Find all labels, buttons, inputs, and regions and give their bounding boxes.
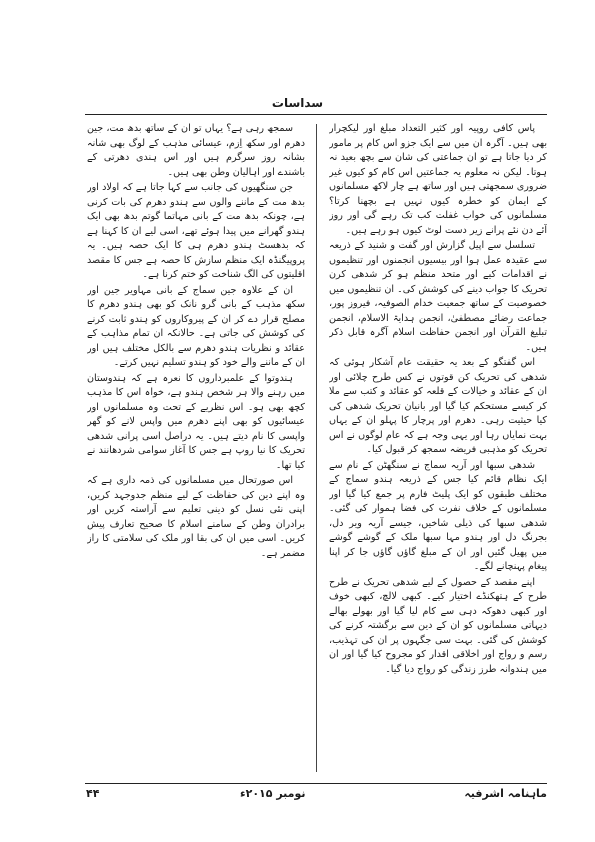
paragraph: اس گفتگو کے بعد یہ حقیقت عام آشکار ہوئی کہ شدھی کی تحریک کن قوتوں نے کس طرح چلائی اور ان کے عقائد و خیالات کے قلعہ کو عقائد و کتب سے ملا کر کیسے مستحکم کیا گیا اور بانیان تحریک شدھی کی کیا حیثیت رہی۔ دھرم اور پرچار کا پہلو ان کے یہاں بہت نمایاں رہا اور یہی وجہ ہے کہ عام لوگوں نے اس تحریک کو مذہبی فریضہ سمجھ کر قبول کیا۔ [329, 357, 547, 455]
footer-rule [85, 783, 547, 784]
footer-magazine-name: ماہنامہ اشرفیہ [464, 787, 547, 800]
paragraph: ہندوتوا کے علمبرداروں کا نعرہ ہے کہ ہندوستان میں رہنے والا ہر شخص ہندو ہے، خواہ اس کا مذہب کچھ بھی ہو۔ اس نظریے کے تحت وہ مسلمانوں اور عیسائیوں کو بھی اپنے دھرم میں واپس لانے کو گھر واپسی کا نام دیتے ہیں۔ یہ دراصل اسی پرانی شدھی تحریک کا نیا روپ ہے جس کا آغاز سوامی شردھانند نے کیا تھا۔ [87, 372, 305, 471]
page-header-title: سداسات [271, 96, 324, 110]
left-text-column [87, 122, 305, 772]
paragraph: جن سنگھیوں کی جانب سے کہا جاتا ہے کہ اولاد اور بدھ مت کے ماننے والوں سے ہندو دھرم کی بات کرنی ہے، چونکہ بدھ مت کے بانی مہاتما گوتم بدھ بھی ایک ہندو گھرانے میں پیدا ہوئے تھے، اسی لیے ان کا کہنا ہے کہ بدھسٹ ہندو دھرم ہی کا ایک حصہ ہیں۔ یہ پروپیگنڈہ ایک منظم سازش کا حصہ ہے جس کا مقصد اقلیتوں کی الگ شناخت کو ختم کرنا ہے۔ [87, 182, 305, 280]
right-text-column [329, 122, 547, 772]
paragraph: اپنے مقصد کے حصول کے لیے شدھی تحریک نے طرح طرح کے ہتھکنڈے اختیار کیے۔ کبھی لالچ، کبھی خوف اور کبھی دھوکہ دہی سے کام لیا گیا اور بھولے بھالے دیہاتی مسلمانوں کو ان کے دین سے برگشتہ کرنے کی کوشش کی گئی۔ بہت سی جگہوں پر ان کی تہذیب، رسم و رواج اور اخلاقی اقدار کو مجروح کیا گیا اور ان میں ہندوانہ طرز زندگی کو رواج دیا گیا۔ [329, 576, 547, 675]
paragraph: تسلسل سے اپیل گزارش اور گفت و شنید کے ذریعہ سے عقیدہ عمل ہوا اور بیسیوں انجمنوں اور تنظیموں نے اقدامات کیے اور متحد منظم ہو کر شدھی کرن تحریک کا جواب دینے کی کوشش کی۔ ان تنظیموں میں خصوصیت کے ساتھ جمعیت خدام الصوفیہ، فیروز پور، جماعت رضائے مصطفیٰ، انجمن ہدایۃ الاسلام، انجمن تبلیغ القرآن اور انجمن حفاظت اسلام آگرہ قابل ذکر ہیں۔ [329, 240, 547, 353]
paragraph: اس صورتحال میں مسلمانوں کی ذمہ داری ہے کہ وہ اپنے دین کی حفاظت کے لیے منظم جدوجہد کریں، اپنی نئی نسل کو دینی تعلیم سے آراستہ کریں اور برادران وطن کے سامنے اسلام کا صحیح تعارف پیش کریں۔ اسی میں ان کی بقا اور ملک کی سلامتی کا راز مضمر ہے۔ [87, 475, 305, 559]
column-divider [316, 124, 317, 772]
paragraph: سمجھ رہی ہے؟ یہاں تو ان کے ساتھ بدھ مت، جین دھرم اور سکھ اِزم، عیسائی مذہب کے لوگ بھی شانہ بشانہ روز سرگرم ہیں اور اس ہندی دھرتی کے باشندے اور اہالیان وطن بھی ہیں۔ [87, 123, 305, 178]
paragraph: ان کے علاوہ جین سماج کے بانی مہاویر جین اور سکھ مذہب کے بانی گرو نانک کو بھی ہندو دھرم کا مصلح قرار دے کر ان کے پیروکاروں کو ہندو ثابت کرنے کی کوشش کی جاتی ہے۔ حالانکہ ان تمام مذاہب کے عقائد و نظریات ہندو دھرم سے بالکل مختلف ہیں اور ان کے ماننے والے خود کو ہندو تسلیم نہیں کرتے۔ [87, 284, 305, 368]
page-number: ۴۴ [86, 787, 100, 800]
paragraph: شدھی سبھا اور آریہ سماج نے سنگھٹن کے نام سے ایک نظام قائم کیا جس کے ذریعہ ہندو سماج کے مختلف طبقوں کو ایک پلیٹ فارم پر جمع کیا گیا اور مسلمانوں کے خلاف نفرت کی فضا ہموار کی گئی۔ شدھی سبھا کی ذیلی شاخیں، جیسے آریہ ویر دل، بجرنگ دل اور ہندو مہا سبھا ملک کے گوشے گوشے میں پھیل گئیں اور ان کے مبلغ گاؤں گاؤں جا کر اپنا پیغام پہنچانے لگے۔ [329, 459, 547, 572]
header-rule [85, 114, 547, 115]
footer-issue-date: نومبر ۲۰۱۵ء [240, 787, 306, 800]
paragraph: پاس کافی روپیہ اور کثیر التعداد مبلغ اور لیکچرار بھی ہیں۔ آگرہ ان میں سے ایک جزو اس کام پر مامور کر دیا جاتا ہے تو ان جماعتی کی شان سے بچھ بعید نہ ہوتا۔ لیکن نہ معلوم یہ جماعتیں اس کام کو کیوں غیر ضروری سمجھتی ہیں اور ساتھ ہے چار لاکھ مسلمانوں کے ایمان کو خطرہ کیوں نہیں ہے بچھنا کرتا؟ مسلمانوں کی خواب غفلت کب تک رہے گی اور روز آئے دن نئے پرانے زیر دست لوٹ کیوں ہو رہے ہیں۔ [329, 123, 547, 236]
